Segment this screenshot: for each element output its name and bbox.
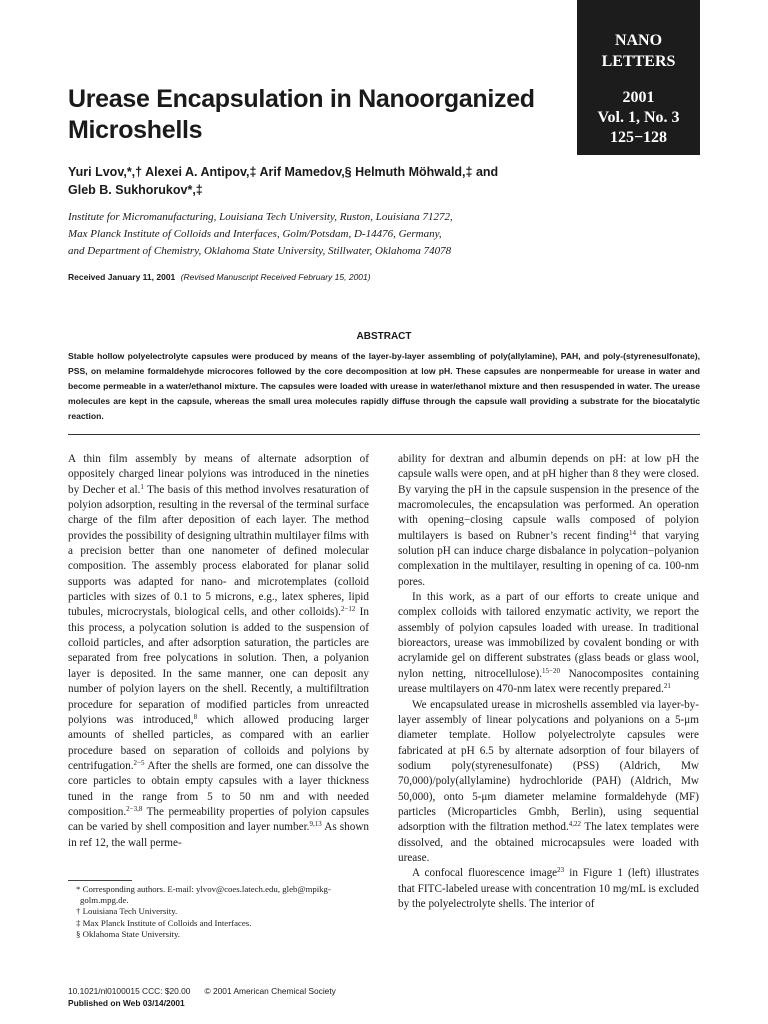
body-column-right: [398, 452, 699, 912]
journal-name: [577, 30, 700, 72]
copyright-notice: © 2001 American Chemical Society: [204, 986, 336, 996]
footnote-divider: [68, 880, 132, 881]
revised-date: (Revised Manuscript Received February 15, 2001): [180, 272, 371, 282]
doi-price: 10.1021/nl0100015 CCC: $20.00: [68, 986, 191, 996]
footnote: † Louisiana Tech University.: [76, 906, 178, 917]
body-paragraph: A thin film assembly by means of alternate adsorption of oppositely charged linear polyions was introduced in the nineties by Decher et al.$^1$ The basis of this method involves resaturation of polyion adsorption, resulting in the reversal of the terminal surface charge of the film after deposition of each layer. The method provides the possibility of designing ultrathin multilayer films with a precision better than one nanometer of defined molecular composition. The assembly process elaborated for planar solid supports was adapted for nano- and microtemplates (colloid particles with sizes of 0.1 to 5 microns, e.g., latex spheres, lipid tubules, microcrystals, biological cells, and other colloids).$^{2-12}$ In this process, a polycation solution is added to the suspension of colloid particles, and after adsorption saturation, the particles are separated from free polycations in solution. Then, a polyanion layer is deposited. In the same manner, one can deposit any number of polyion layers on the shell. Recently, a multifiltration procedure for separation of modified particles from unreacted polyions was introduced,$^8$ which allowed producing larger amounts of shelled particles, as compared with an earlier procedure based on separation of colloids and polyions by centrifugation.$^{2-5}$ After the shells are formed, one can dissolve the core particles to obtain empty capsules with a layer thickness tuned in the range from 5 to 50 nm and with needed composition.$^{2-3,8}$ The permeability properties of polyion capsules can be varied by shell composition and layer number.$^{9,13}$ As shown in ref 12, the wall perme-: [68, 453, 370, 849]
journal-name-line2: LETTERS: [601, 53, 676, 70]
body-paragraph: A confocal fluorescence image$^{23}$ in Figure 1 (left) illustrates that FITC-labeled urease with concentration 10 mg/mL is excluded by the polyelectrolyte shells. The interior of: [398, 866, 699, 910]
body-column-left: [68, 452, 369, 851]
body-paragraph: ability for dextran and albumin depends on pH: at low pH the capsule walls were open, and at pH higher than 8 they were closed. By varying the pH in the capsule suspension in the presence of the macromolecules, the encapsulation was performed. An operation with opening−closing capsule walls composed of polyion multilayers is based on Rubner’s recent finding$^{14}$ that varying solution pH can induce charge disbalance in polycation−polyanion complexation in the multilayer, resulting in opening of ca. 100-nm pores.: [398, 453, 699, 588]
paper-title: Urease Encapsulation in Nanoorganized Microshells: [68, 85, 535, 144]
affiliation-line: and Department of Chemistry, Oklahoma State University, Stillwater, Oklahoma 74078: [68, 245, 452, 257]
journal-name-line1: NANO: [614, 32, 663, 49]
publication-imprint: [68, 985, 388, 1009]
received-dates: [68, 272, 371, 282]
authors-line-2: Gleb B. Sukhorukov*,‡: [68, 183, 203, 197]
section-divider: [68, 434, 700, 435]
abstract-text: Stable hollow polyelectrolyte capsules were produced by means of the layer-by-layer assembling of poly(allylamine), PAH, and poly-(styrenesulfonate), PSS, on melamine formaldehyde microcores followed by the core decomposition at low pH. These capsules are nonpermeable for urease in water and become permeable in a water/ethanol mixture. The capsules were loaded with urease in water/ethanol mixture and then resuspended in water. The urease molecules are kept in the capsule, whereas the small urea molecules rapidly diffuse through the capsule wall providing a substrate for the biocatalytic reaction.: [68, 351, 700, 421]
authors-line-1: Yuri Lvov,*,† Alexei A. Antipov,‡ Arif Mamedov,§ Helmuth Möhwald,‡ and: [68, 165, 499, 179]
author-list: [68, 163, 538, 199]
published-date: Published on Web 03/14/2001: [68, 998, 185, 1008]
footnote: § Oklahoma State University.: [76, 928, 180, 939]
affiliation-line: Max Planck Institute of Colloids and Interfaces, Golm/Potsdam, D-14476, Germany,: [68, 228, 442, 240]
footnotes: [68, 884, 369, 940]
footnote: * Corresponding authors. E-mail: ylvov@coes.latech.edu, gleb@mpikg-golm.mpg.de.: [76, 884, 331, 906]
affiliation-line: Institute for Micromanufacturing, Louisiana Tech University, Ruston, Louisiana 71272,: [68, 211, 453, 223]
journal-year: 2001: [622, 89, 655, 106]
journal-volume: Vol. 1, No. 3: [597, 109, 680, 126]
journal-pages: 125−128: [609, 129, 668, 146]
journal-badge: [577, 0, 700, 155]
footnote: ‡ Max Planck Institute of Colloids and Interfaces.: [76, 917, 252, 928]
affiliations: [68, 209, 588, 260]
body-paragraph: We encapsulated urease in microshells assembled via layer-by-layer assembly of linear polycations and polyanions on a 5-μm diameter template. Hollow polyelectrolyte capsules were fabricated at pH 6.5 by alternate adsorption of four bilayers of sodium poly(styrenesulfonate) (PSS) (Aldrich, Mw 70,000)/poly(allylamine) hydrochloride (PAH) (Aldrich, Mw 50,000), onto 5-μm diameter melamine formaldehyde (MF) particles (Microparticles Gmbh, Berlin), using sequential adsorption with the filtration method.$^{4,22}$ The latex templates were dissolved, and the obtained microcapsules were loaded with urease.: [398, 698, 699, 864]
received-date: Received January 11, 2001: [68, 272, 176, 282]
abstract-heading: ABSTRACT: [356, 331, 412, 342]
journal-issue-info: [577, 88, 700, 148]
body-paragraph: In this work, as a part of our efforts to create unique and complex colloids with tailored enzymatic activity, we report the assembly of polyion capsules loaded with urease. In traditional bioreactors, urease was immobilized by covalent bonding or with acrylamide gel on different substrates (glass beads or glass wool, nylon netting, nitrocellulose).$^{15-20}$ Nanocomposites containing urease multilayers on 470-nm latex were recently prepared.$^{21}$: [398, 591, 699, 696]
